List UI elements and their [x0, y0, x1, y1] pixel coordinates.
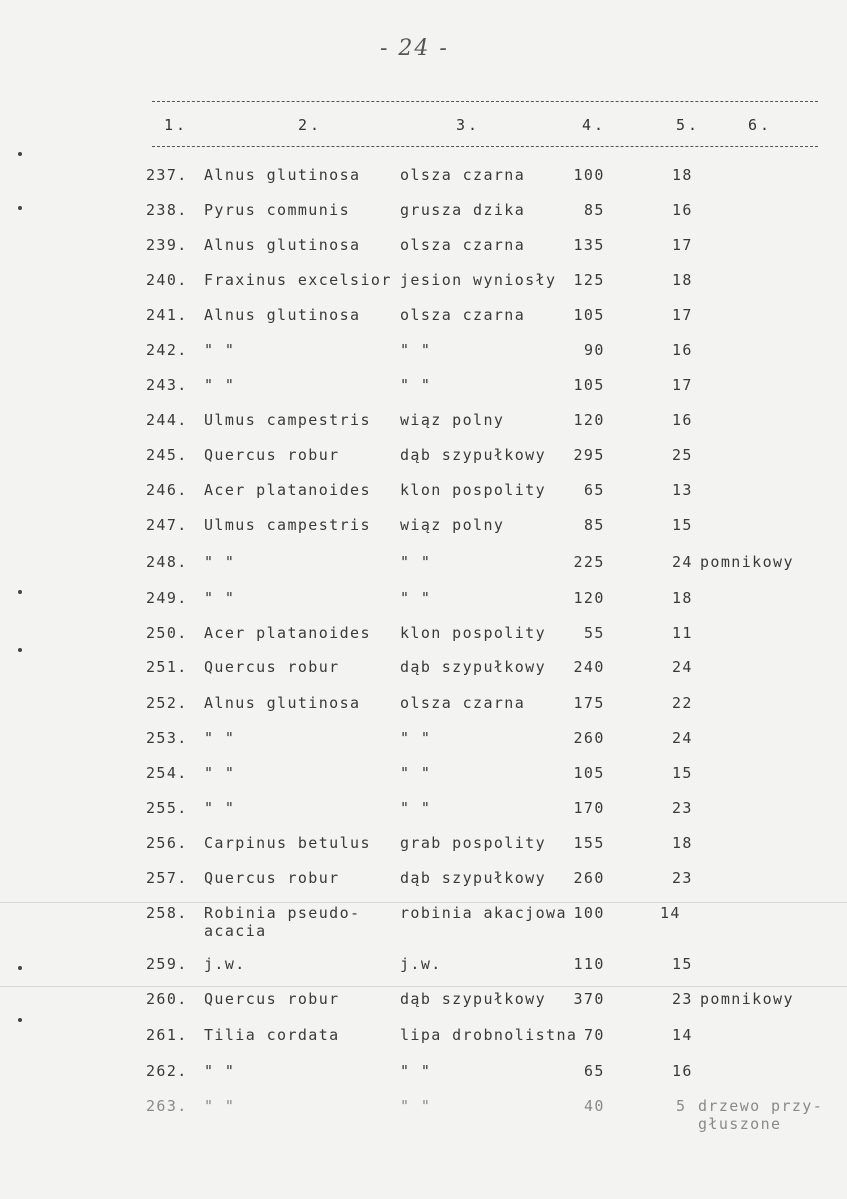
- column-header-5: 5.: [676, 116, 701, 134]
- row-number-cell: 253.: [146, 729, 188, 747]
- latin-name-cell: Quercus robur: [204, 658, 340, 676]
- table-row: [0, 481, 847, 511]
- height-cell: 25: [672, 446, 693, 464]
- height-cell: 18: [672, 589, 693, 607]
- circumference-cell: 240: [573, 658, 605, 676]
- latin-name-cell: Carpinus betulus: [204, 834, 371, 852]
- circumference-cell: 90: [584, 341, 605, 359]
- circumference-cell: 65: [584, 481, 605, 499]
- column-header-2: 2.: [298, 116, 323, 134]
- table-row: [0, 904, 847, 940]
- height-cell: 15: [672, 764, 693, 782]
- height-cell: 23: [672, 869, 693, 887]
- circumference-cell: 155: [573, 834, 605, 852]
- table-row: [0, 341, 847, 371]
- fold-line: [0, 986, 847, 987]
- height-cell: 23: [672, 799, 693, 817]
- table-row: [0, 271, 847, 301]
- polish-name-cell: " ": [400, 1097, 432, 1115]
- table-row: [0, 764, 847, 794]
- height-cell: 24: [672, 553, 693, 571]
- circumference-cell: 260: [573, 729, 605, 747]
- row-number-cell: 239.: [146, 236, 188, 254]
- row-number-cell: 246.: [146, 481, 188, 499]
- row-number-cell: 257.: [146, 869, 188, 887]
- latin-name-cell: j.w.: [204, 955, 246, 973]
- height-cell: 24: [672, 658, 693, 676]
- circumference-cell: 105: [573, 764, 605, 782]
- row-number-cell: 249.: [146, 589, 188, 607]
- polish-name-cell: j.w.: [400, 955, 442, 973]
- table-row: [0, 166, 847, 196]
- column-header-1: 1.: [164, 116, 189, 134]
- polish-name-cell: dąb szypułkowy: [400, 446, 547, 464]
- latin-name-cell: " ": [204, 589, 236, 607]
- table-row: [0, 376, 847, 406]
- circumference-cell: 65: [584, 1062, 605, 1080]
- height-cell: 18: [672, 834, 693, 852]
- table-row: [0, 729, 847, 759]
- row-number-cell: 261.: [146, 1026, 188, 1044]
- table-row: [0, 411, 847, 441]
- row-number-cell: 237.: [146, 166, 188, 184]
- row-number-cell: 240.: [146, 271, 188, 289]
- height-cell: 22: [672, 694, 693, 712]
- height-cell: 17: [672, 236, 693, 254]
- margin-dot: [18, 152, 22, 156]
- remarks-cell: drzewo przy- głuszone: [698, 1097, 824, 1133]
- latin-name-cell: Alnus glutinosa: [204, 694, 361, 712]
- row-number-cell: 260.: [146, 990, 188, 1008]
- row-number-cell: 244.: [146, 411, 188, 429]
- polish-name-cell: lipa drobnolistna: [400, 1026, 578, 1044]
- table-row: [0, 516, 847, 546]
- table-row: [0, 236, 847, 266]
- circumference-cell: 175: [573, 694, 605, 712]
- polish-name-cell: olsza czarna: [400, 166, 526, 184]
- row-number-cell: 247.: [146, 516, 188, 534]
- remarks-cell: pomnikowy: [700, 990, 794, 1008]
- table-row: [0, 624, 847, 654]
- latin-name-cell: Fraxinus excelsior: [204, 271, 392, 289]
- remarks-cell: pomnikowy: [700, 553, 794, 571]
- polish-name-cell: jesion wyniosły: [400, 271, 557, 289]
- row-number-cell: 258.: [146, 904, 188, 922]
- polish-name-cell: olsza czarna: [400, 236, 526, 254]
- circumference-cell: 225: [573, 553, 605, 571]
- header-bottom-rule: [152, 146, 818, 147]
- column-header-3: 3.: [456, 116, 481, 134]
- table-row: [0, 201, 847, 231]
- row-number-cell: 255.: [146, 799, 188, 817]
- circumference-cell: 370: [573, 990, 605, 1008]
- latin-name-cell: " ": [204, 553, 236, 571]
- polish-name-cell: klon pospolity: [400, 481, 547, 499]
- row-number-cell: 245.: [146, 446, 188, 464]
- latin-name-cell: Acer platanoides: [204, 481, 371, 499]
- table-row: [0, 1097, 847, 1133]
- circumference-cell: 105: [573, 376, 605, 394]
- polish-name-cell: " ": [400, 341, 432, 359]
- polish-name-cell: " ": [400, 376, 432, 394]
- latin-name-cell: " ": [204, 1097, 236, 1115]
- height-cell: 17: [672, 306, 693, 324]
- latin-name-cell: Alnus glutinosa: [204, 166, 361, 184]
- table-row: [0, 446, 847, 476]
- latin-name-cell: Pyrus communis: [204, 201, 351, 219]
- table-row: [0, 1062, 847, 1092]
- row-number-cell: 238.: [146, 201, 188, 219]
- latin-name-cell: Quercus robur: [204, 446, 340, 464]
- fold-line: [0, 902, 847, 903]
- table-row: [0, 990, 847, 1020]
- height-cell: 16: [672, 1062, 693, 1080]
- table-row: [0, 1026, 847, 1056]
- height-cell: 24: [672, 729, 693, 747]
- latin-name-cell: " ": [204, 341, 236, 359]
- polish-name-cell: dąb szypułkowy: [400, 990, 547, 1008]
- latin-name-cell: Quercus robur: [204, 869, 340, 887]
- circumference-cell: 85: [584, 516, 605, 534]
- height-cell: 15: [672, 516, 693, 534]
- table-row: [0, 589, 847, 619]
- polish-name-cell: " ": [400, 764, 432, 782]
- polish-name-cell: olsza czarna: [400, 306, 526, 324]
- circumference-cell: 55: [584, 624, 605, 642]
- circumference-cell: 120: [573, 589, 605, 607]
- latin-name-cell: " ": [204, 1062, 236, 1080]
- table-row: [0, 553, 847, 583]
- latin-name-cell: Robinia pseudo- acacia: [204, 904, 361, 940]
- latin-name-cell: " ": [204, 764, 236, 782]
- row-number-cell: 242.: [146, 341, 188, 359]
- column-header-6: 6.: [748, 116, 773, 134]
- height-cell: 18: [672, 271, 693, 289]
- height-cell: 13: [672, 481, 693, 499]
- polish-name-cell: grusza dzika: [400, 201, 526, 219]
- polish-name-cell: " ": [400, 553, 432, 571]
- latin-name-cell: " ": [204, 376, 236, 394]
- polish-name-cell: olsza czarna: [400, 694, 526, 712]
- polish-name-cell: dąb szypułkowy: [400, 869, 547, 887]
- row-number-cell: 241.: [146, 306, 188, 324]
- height-cell: 15: [672, 955, 693, 973]
- header-top-rule: [152, 101, 818, 102]
- latin-name-cell: Acer platanoides: [204, 624, 371, 642]
- height-cell: 16: [672, 341, 693, 359]
- polish-name-cell: " ": [400, 589, 432, 607]
- circumference-cell: 295: [573, 446, 605, 464]
- circumference-cell: 135: [573, 236, 605, 254]
- polish-name-cell: wiąz polny: [400, 411, 505, 429]
- table-row: [0, 869, 847, 899]
- height-cell: 23: [672, 990, 693, 1008]
- latin-name-cell: Tilia cordata: [204, 1026, 340, 1044]
- row-number-cell: 259.: [146, 955, 188, 973]
- circumference-cell: 170: [573, 799, 605, 817]
- table-row: [0, 694, 847, 724]
- table-row: [0, 658, 847, 688]
- row-number-cell: 256.: [146, 834, 188, 852]
- row-number-cell: 250.: [146, 624, 188, 642]
- circumference-cell: 260: [573, 869, 605, 887]
- polish-name-cell: klon pospolity: [400, 624, 547, 642]
- latin-name-cell: Quercus robur: [204, 990, 340, 1008]
- circumference-cell: 100: [573, 166, 605, 184]
- circumference-cell: 70: [584, 1026, 605, 1044]
- row-number-cell: 254.: [146, 764, 188, 782]
- row-number-cell: 243.: [146, 376, 188, 394]
- column-header-4: 4.: [582, 116, 607, 134]
- polish-name-cell: " ": [400, 1062, 432, 1080]
- polish-name-cell: " ": [400, 799, 432, 817]
- circumference-cell: 105: [573, 306, 605, 324]
- polish-name-cell: dąb szypułkowy: [400, 658, 547, 676]
- polish-name-cell: " ": [400, 729, 432, 747]
- height-cell: 16: [672, 201, 693, 219]
- circumference-cell: 100: [573, 904, 605, 922]
- latin-name-cell: " ": [204, 729, 236, 747]
- height-cell: 17: [672, 376, 693, 394]
- table-row: [0, 306, 847, 336]
- row-number-cell: 248.: [146, 553, 188, 571]
- latin-name-cell: " ": [204, 799, 236, 817]
- table-row: [0, 834, 847, 864]
- circumference-cell: 40: [584, 1097, 605, 1115]
- row-number-cell: 252.: [146, 694, 188, 712]
- row-number-cell: 251.: [146, 658, 188, 676]
- circumference-cell: 125: [573, 271, 605, 289]
- table-row: [0, 955, 847, 985]
- circumference-cell: 85: [584, 201, 605, 219]
- latin-name-cell: Alnus glutinosa: [204, 306, 361, 324]
- circumference-cell: 110: [573, 955, 605, 973]
- page-number: - 24 -: [380, 36, 449, 61]
- height-cell: 11: [672, 624, 693, 642]
- height-cell: 5: [676, 1097, 687, 1115]
- row-number-cell: 263.: [146, 1097, 188, 1115]
- row-number-cell: 262.: [146, 1062, 188, 1080]
- polish-name-cell: robinia akacjowa: [400, 904, 567, 922]
- height-cell: 14: [660, 904, 681, 922]
- latin-name-cell: Ulmus campestris: [204, 516, 371, 534]
- polish-name-cell: grab pospolity: [400, 834, 547, 852]
- polish-name-cell: wiąz polny: [400, 516, 505, 534]
- height-cell: 14: [672, 1026, 693, 1044]
- latin-name-cell: Ulmus campestris: [204, 411, 371, 429]
- height-cell: 18: [672, 166, 693, 184]
- height-cell: 16: [672, 411, 693, 429]
- table-row: [0, 799, 847, 829]
- circumference-cell: 120: [573, 411, 605, 429]
- latin-name-cell: Alnus glutinosa: [204, 236, 361, 254]
